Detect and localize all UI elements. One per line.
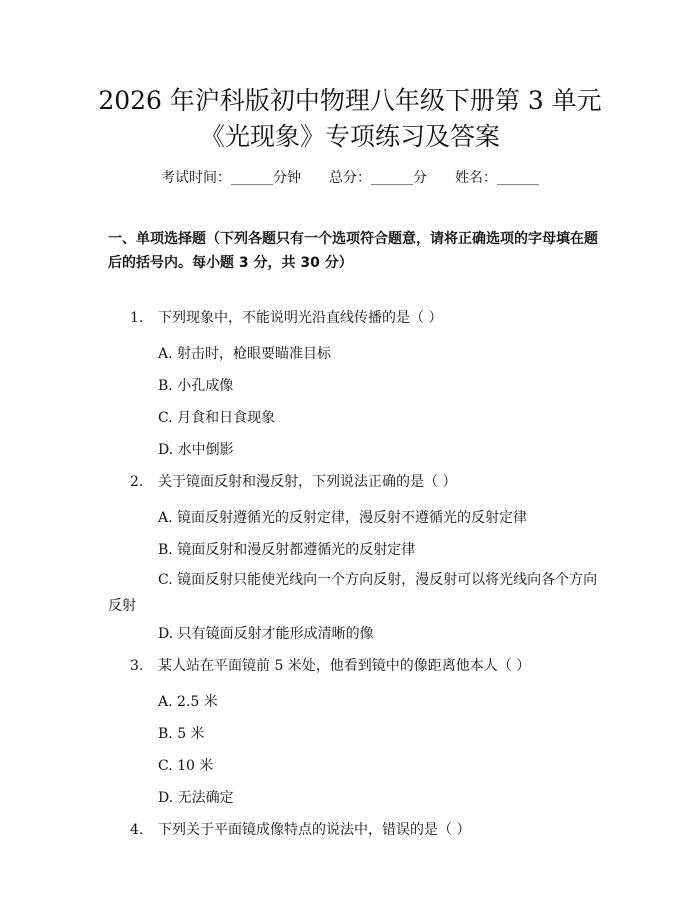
question-3-option-a: A. 2.5 米 <box>158 694 218 710</box>
document-title-line-1: 2026 年沪科版初中物理八年级下册第 3 单元 <box>98 86 602 115</box>
question-text: 某人站在平面镜前 5 米处，他看到镜中的像距离他本人（ ） <box>158 658 531 674</box>
section-heading: 一、单项选择题（下列各题只有一个选项符合题意，请将正确选项的字母填在题后的括号内。每小题 3 分，共 30 分） <box>108 231 598 271</box>
question-number: 4. <box>130 822 144 838</box>
question-text: 下列现象中，不能说明光沿直线传播的是（ ） <box>158 310 443 326</box>
question-2-option-c: C. 镜面反射只能使光线向一个方向反射，漫反射可以将光线向各个方向反射 <box>108 572 598 614</box>
question-2 <box>130 471 456 493</box>
question-1-option-d: D. 水中倒影 <box>158 442 234 458</box>
question-4 <box>130 819 470 841</box>
question-2-option-d: D. 只有镜面反射才能形成清晰的像 <box>158 626 374 642</box>
question-number: 2. <box>130 474 144 490</box>
question-2-option-a: A. 镜面反射遵循光的反射定律，漫反射不遵循光的反射定律 <box>158 510 528 526</box>
question-number: 1. <box>130 310 144 326</box>
question-3 <box>130 655 530 677</box>
question-3-option-d: D. 无法确定 <box>158 790 234 806</box>
exam-meta-line: 考试时间：______分钟 总分：______分 姓名：______ <box>161 170 539 186</box>
question-number: 3. <box>130 658 144 674</box>
question-2-option-b: B. 镜面反射和漫反射都遵循光的反射定律 <box>158 542 416 558</box>
question-1-option-b: B. 小孔成像 <box>158 378 234 394</box>
document-title-line-2: 《光现象》专项练习及答案 <box>199 122 500 151</box>
question-3-option-c: C. 10 米 <box>158 758 214 774</box>
question-3-option-b: B. 5 米 <box>158 726 205 742</box>
question-text: 下列关于平面镜成像特点的说法中，错误的是（ ） <box>158 822 471 838</box>
question-text: 关于镜面反射和漫反射，下列说法正确的是（ ） <box>158 474 457 490</box>
question-1-option-a: A. 射击时，枪眼要瞄准目标 <box>158 346 332 362</box>
question-1-option-c: C. 月食和日食现象 <box>158 410 276 426</box>
question-1 <box>130 307 442 329</box>
